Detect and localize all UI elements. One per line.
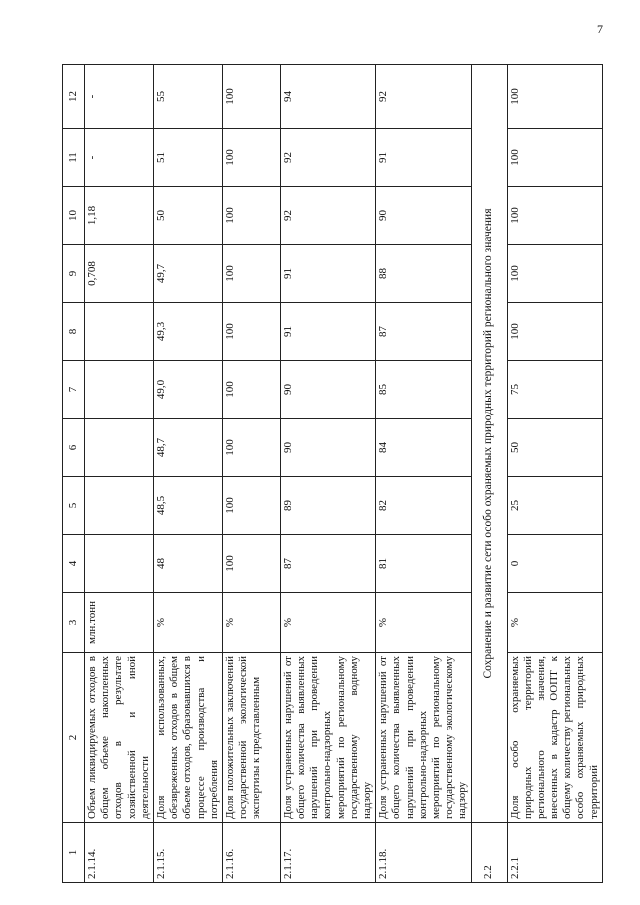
value-cell xyxy=(85,361,154,419)
table-row xyxy=(85,65,154,883)
value-cell: 0 xyxy=(507,535,602,593)
unit-cell: % xyxy=(507,593,602,653)
unit-cell: % xyxy=(376,593,471,653)
value-cell: 91 xyxy=(280,303,375,361)
value-cell: 87 xyxy=(280,535,375,593)
header-cell: 2 xyxy=(63,653,85,823)
indicators-table xyxy=(62,64,603,883)
value-cell: 0,708 xyxy=(85,245,154,303)
value-cell: 50 xyxy=(153,187,222,245)
header-cell: 11 xyxy=(63,129,85,187)
value-cell: - xyxy=(85,129,154,187)
header-cell: 3 xyxy=(63,593,85,653)
unit-cell: млн.тонн xyxy=(85,593,154,653)
section-row xyxy=(471,65,507,883)
value-cell: 49,0 xyxy=(153,361,222,419)
value-cell: 91 xyxy=(280,245,375,303)
indicator-name: Доля положительных заключений государственной экологической экспертизы к представленным xyxy=(222,653,280,823)
table-row xyxy=(280,65,375,883)
value-cell: 100 xyxy=(507,245,602,303)
value-cell: - xyxy=(85,65,154,129)
value-cell: 90 xyxy=(376,187,471,245)
header-row xyxy=(63,65,85,883)
rotated-table-container xyxy=(62,65,600,883)
header-cell: 4 xyxy=(63,535,85,593)
indicator-name: Объем ликвидируемых отходов в общем объеме накопленных отходов в результате хозяйственной и иной деятельности xyxy=(85,653,154,823)
indicator-name: Доля устраненных нарушений от общего количества выявленных нарушений при проведении контрольно-надзорных мероприятий по региональному государственному водному надзору xyxy=(280,653,375,823)
value-cell: 100 xyxy=(222,477,280,535)
row-number: 2.1.16. xyxy=(222,823,280,883)
value-cell: 49,7 xyxy=(153,245,222,303)
row-number: 2.1.18. xyxy=(376,823,471,883)
value-cell: 48,5 xyxy=(153,477,222,535)
header-cell: 6 xyxy=(63,419,85,477)
table-row xyxy=(153,65,222,883)
value-cell: 100 xyxy=(507,303,602,361)
value-cell xyxy=(85,535,154,593)
value-cell: 55 xyxy=(153,65,222,129)
value-cell: 90 xyxy=(280,419,375,477)
value-cell: 100 xyxy=(222,245,280,303)
page-number: 7 xyxy=(597,22,603,36)
value-cell xyxy=(85,419,154,477)
value-cell: 88 xyxy=(376,245,471,303)
indicator-name: Доля устраненных нарушений от общего количества выявленных нарушений при проведении контрольно-надзорных мероприятий по региональному государственному экологическому надзору xyxy=(376,653,471,823)
value-cell: 48,7 xyxy=(153,419,222,477)
header-cell: 5 xyxy=(63,477,85,535)
section-title: Сохранение и развитие сети особо охраняемых природных территорий регионального значения xyxy=(471,65,507,823)
value-cell: 100 xyxy=(507,129,602,187)
table-row xyxy=(507,65,602,883)
value-cell: 25 xyxy=(507,477,602,535)
value-cell: 75 xyxy=(507,361,602,419)
value-cell: 92 xyxy=(376,65,471,129)
value-cell: 92 xyxy=(280,187,375,245)
table-row xyxy=(376,65,471,883)
value-cell: 100 xyxy=(222,419,280,477)
header-cell: 7 xyxy=(63,361,85,419)
row-number: 2.1.14. xyxy=(85,823,154,883)
unit-cell: % xyxy=(153,593,222,653)
row-number: 2.1.17. xyxy=(280,823,375,883)
value-cell: 48 xyxy=(153,535,222,593)
value-cell: 100 xyxy=(507,187,602,245)
value-cell: 100 xyxy=(222,65,280,129)
header-cell: 10 xyxy=(63,187,85,245)
value-cell: 50 xyxy=(507,419,602,477)
unit-cell: % xyxy=(222,593,280,653)
row-number: 2.1.15. xyxy=(153,823,222,883)
value-cell: 100 xyxy=(222,361,280,419)
value-cell: 100 xyxy=(222,535,280,593)
value-cell: 49,3 xyxy=(153,303,222,361)
value-cell: 1,18 xyxy=(85,187,154,245)
value-cell: 94 xyxy=(280,65,375,129)
header-cell: 9 xyxy=(63,245,85,303)
value-cell: 81 xyxy=(376,535,471,593)
value-cell: 82 xyxy=(376,477,471,535)
indicator-name: Доля особо охраняемых природных территорий регионального значения, внесенных в кадастр ООПТ к общему количеству региональных особо охраняемых природных территорий xyxy=(507,653,602,823)
header-cell: 1 xyxy=(63,823,85,883)
value-cell: 85 xyxy=(376,361,471,419)
value-cell xyxy=(85,303,154,361)
value-cell: 92 xyxy=(280,129,375,187)
unit-cell: % xyxy=(280,593,375,653)
section-number: 2.2 xyxy=(471,823,507,883)
value-cell xyxy=(85,477,154,535)
table-row xyxy=(222,65,280,883)
indicator-name: Доля использованных, обезвреженных отходов в общем объеме отходов, образовавшихся в процессе производства и потребления xyxy=(153,653,222,823)
value-cell: 100 xyxy=(222,303,280,361)
value-cell: 51 xyxy=(153,129,222,187)
value-cell: 84 xyxy=(376,419,471,477)
value-cell: 100 xyxy=(507,65,602,129)
header-cell: 8 xyxy=(63,303,85,361)
row-number: 2.2.1 xyxy=(507,823,602,883)
value-cell: 100 xyxy=(222,187,280,245)
value-cell: 91 xyxy=(376,129,471,187)
value-cell: 100 xyxy=(222,129,280,187)
value-cell: 87 xyxy=(376,303,471,361)
header-cell: 12 xyxy=(63,65,85,129)
value-cell: 89 xyxy=(280,477,375,535)
value-cell: 90 xyxy=(280,361,375,419)
